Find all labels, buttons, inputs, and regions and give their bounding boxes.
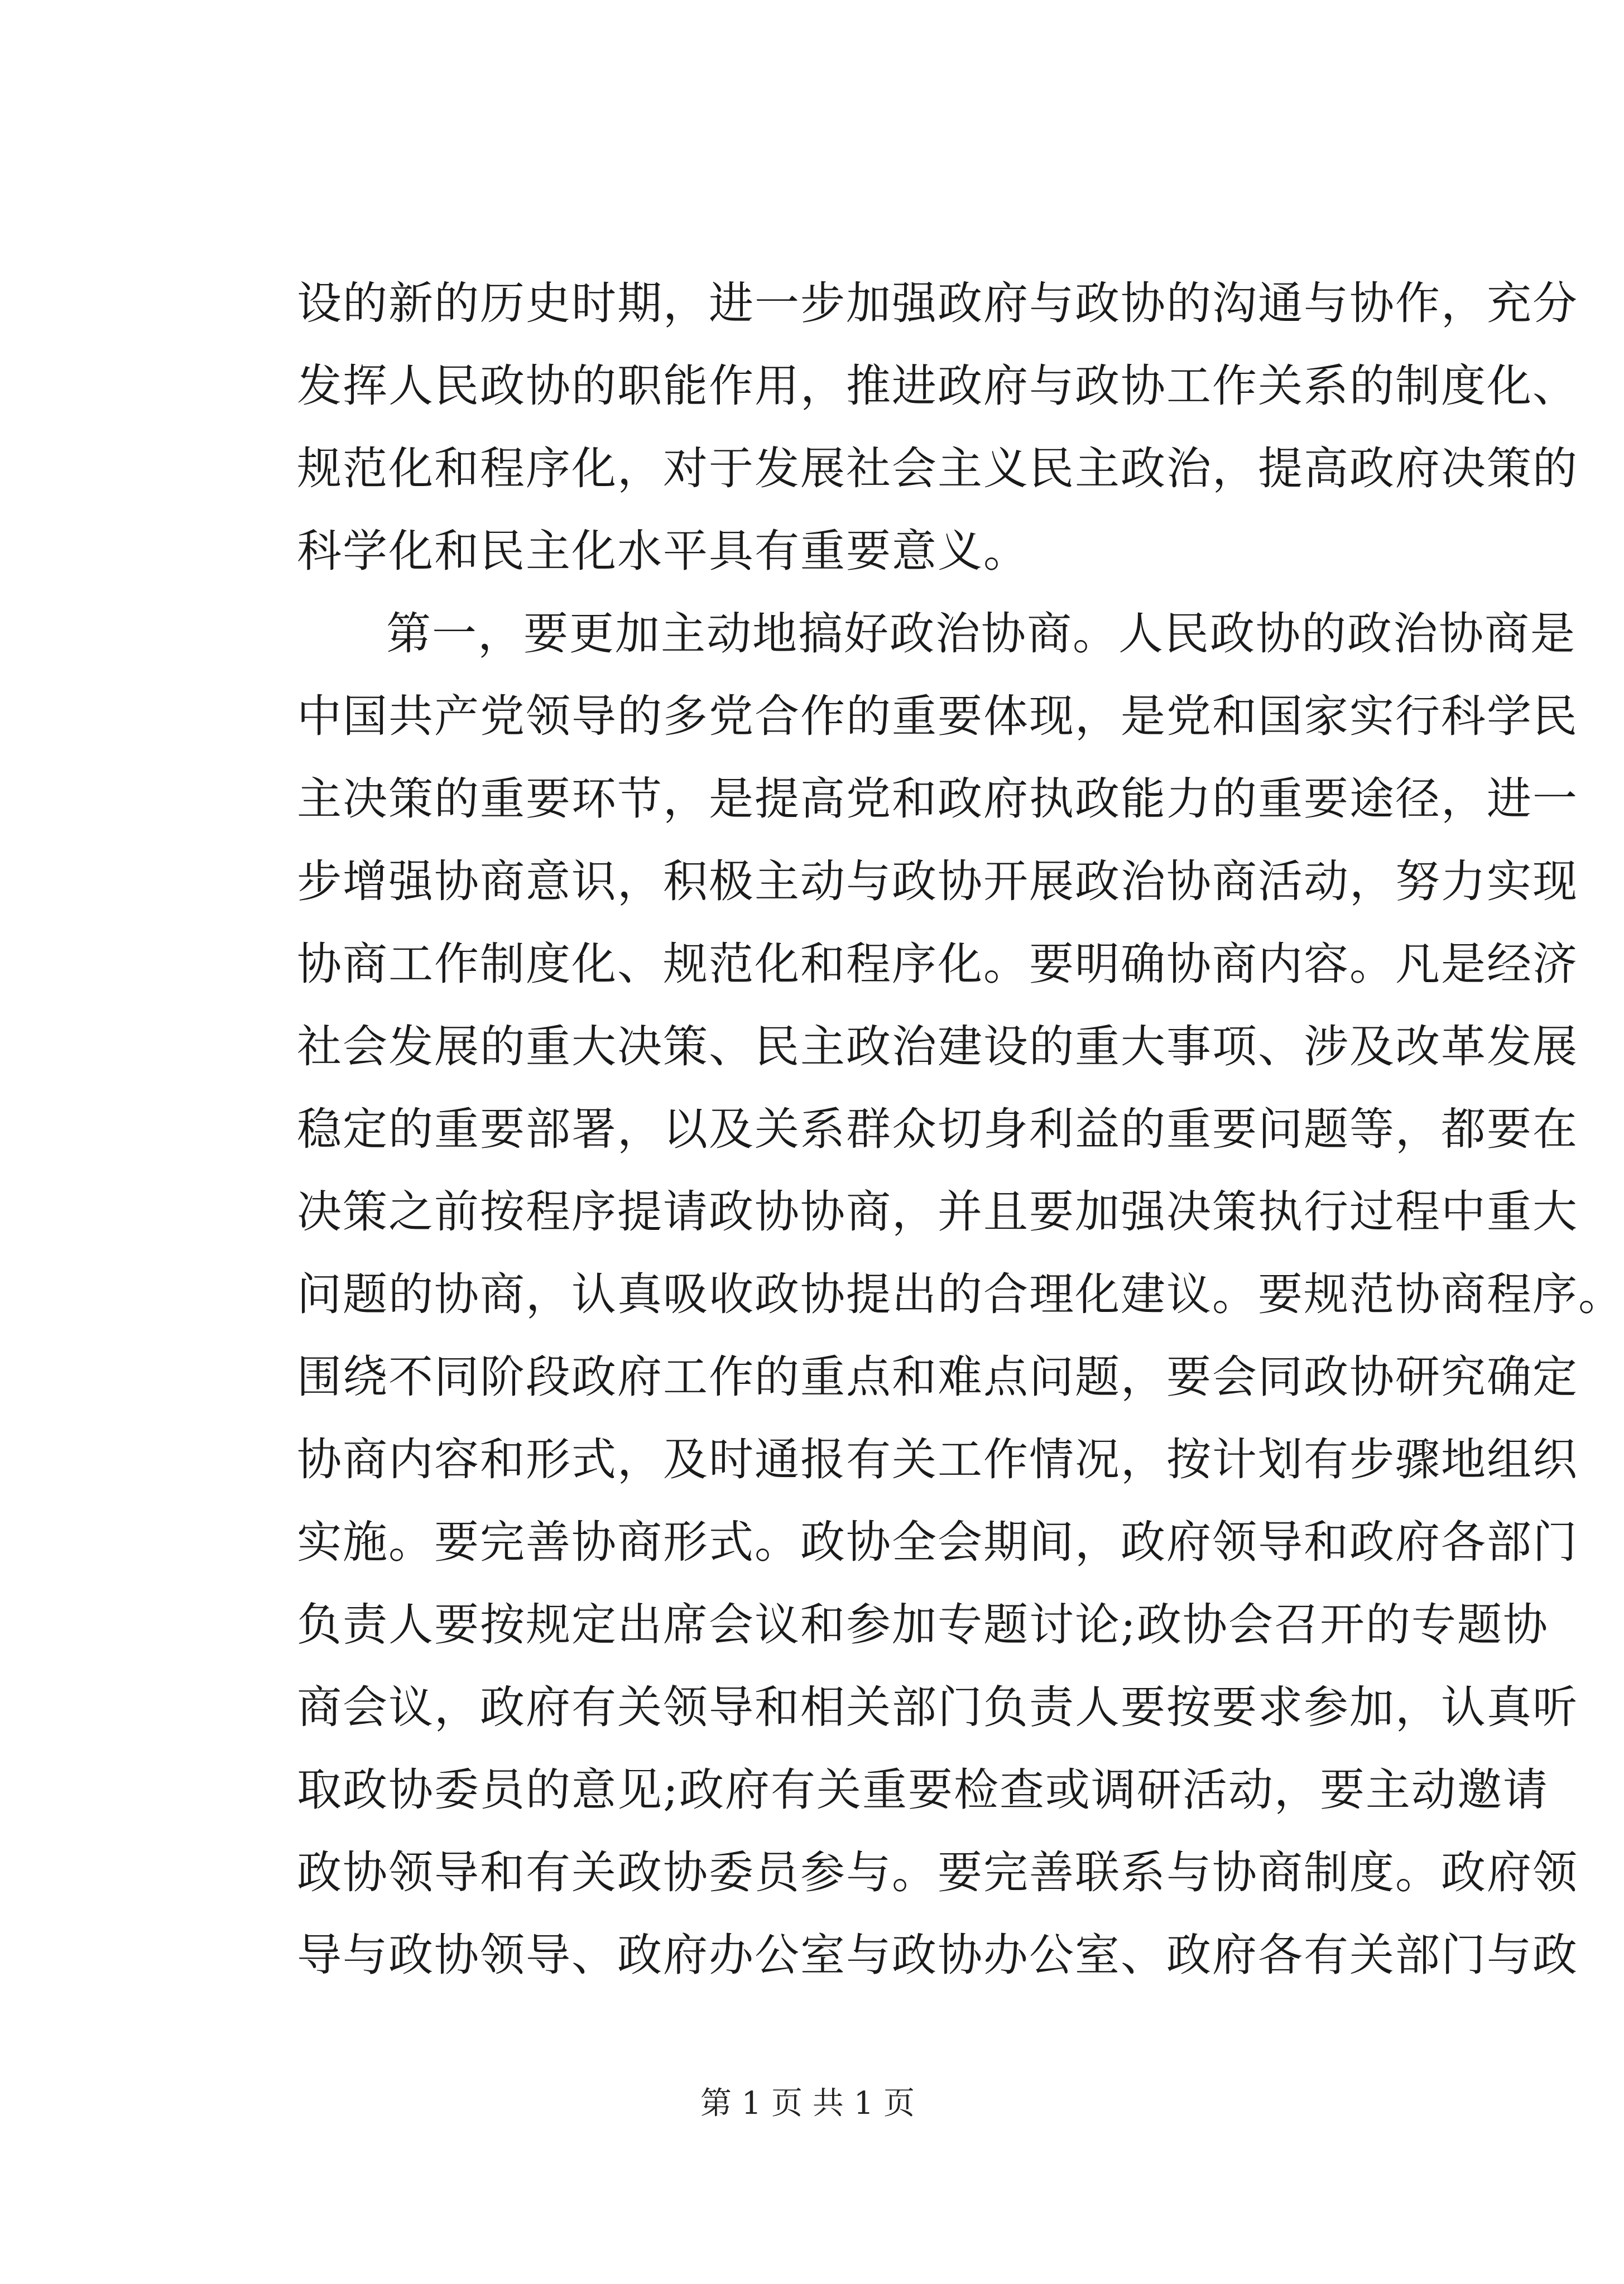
text-line: 商会议，政府有关领导和相关部门负责人要按要求参加，认真听 <box>297 1681 1578 1733</box>
text-line: 稳定的重要部署，以及关系群众切身利益的重要问题等，都要在 <box>297 1103 1578 1155</box>
text-line: 协商工作制度化、规范化和程序化。要明确协商内容。凡是经济 <box>297 938 1578 990</box>
text-line: 发挥人民政协的职能作用，推进政府与政协工作关系的制度化、 <box>297 360 1578 412</box>
text-line: 问题的协商，认真吸收政协提出的合理化建议。要规范协商程序。 <box>297 1268 1624 1320</box>
text-line: 导与政协领导、政府办公室与政协办公室、政府各有关部门与政 <box>297 1929 1578 1981</box>
text-line: 取政协委员的意见;政府有关重要检查或调研活动，要主动邀请 <box>297 1764 1549 1816</box>
paragraph-first-line: 第一，要更加主动地搞好政治协商。人民政协的政治协商是 <box>386 608 1576 660</box>
text-line: 协商内容和形式，及时通报有关工作情况，按计划有步骤地组织 <box>297 1434 1578 1485</box>
text-line: 中国共产党领导的多党合作的重要体现，是党和国家实行科学民 <box>297 690 1578 742</box>
text-line: 主决策的重要环节，是提高党和政府执政能力的重要途径，进一 <box>297 773 1578 825</box>
text-line: 社会发展的重大决策、民主政治建设的重大事项、涉及改革发展 <box>297 1021 1578 1073</box>
text-line: 规范化和程序化，对于发展社会主义民主政治，提高政府决策的 <box>297 443 1578 494</box>
text-line: 设的新的历史时期，进一步加强政府与政协的沟通与协作，充分 <box>297 277 1578 329</box>
text-line: 实施。要完善协商形式。政协全会期间，政府领导和政府各部门 <box>297 1516 1578 1568</box>
body-text <box>297 262 1624 1997</box>
text-line: 负责人要按规定出席会议和参加专题讨论;政协会召开的专题协 <box>297 1599 1549 1651</box>
text-line: 围绕不同阶段政府工作的重点和难点问题，要会同政协研究确定 <box>297 1351 1578 1403</box>
text-line: 决策之前按程序提请政协协商，并且要加强决策执行过程中重大 <box>297 1186 1578 1238</box>
text-line: 步增强协商意识，积极主动与政协开展政治协商活动，努力实现 <box>297 855 1578 907</box>
text-line: 政协领导和有关政协委员参与。要完善联系与协商制度。政府领 <box>297 1847 1578 1898</box>
page-footer: 第 1 页 共 1 页 <box>700 2085 915 2122</box>
text-line: 科学化和民主化水平具有重要意义。 <box>297 525 1029 577</box>
